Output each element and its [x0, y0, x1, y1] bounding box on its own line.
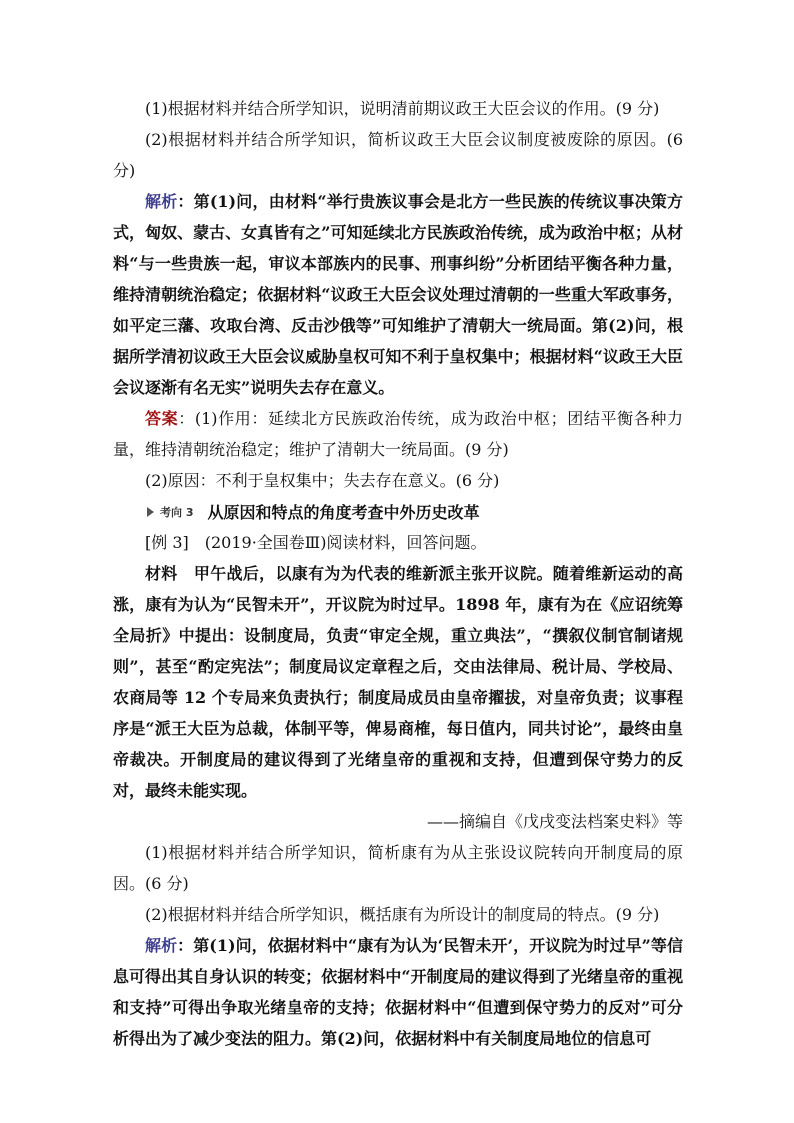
- question-1-1: (1)根据材料并结合所学知识，说明清前期议政王大臣会议的作用。(9 分): [145, 99, 660, 118]
- material-source: ——摘编自《戊戌变法档案史料》等: [426, 812, 683, 831]
- kaoxiang-tag: 考向 3: [160, 505, 194, 519]
- question-1-2: (2)根据材料并结合所学知识，简析议政王大臣会议制度被废除的原因。(6 分): [113, 130, 683, 180]
- analysis-label-3: 解析: [145, 936, 178, 955]
- analysis-text-3: ：第(1)问，依据材料中“康有为认为‘民智未开’，开议院为时过早”等信息可得出其自身认识的转变；依据材料中“开制度局的建议得到了光绪皇帝的重视和支持”可得出争取光绪皇帝的支持；依据材料中“但遭到保守势力的反对”可分析得出为了减少变法的阻力。第(2)问，依据材料中有关制度局地位的信息可: [113, 936, 683, 1048]
- answer-label: 答案: [145, 409, 179, 428]
- document-body: [113, 93, 683, 1054]
- triangle-icon: [147, 507, 154, 517]
- analysis-paragraph-3: [113, 930, 683, 1054]
- question-3-2: (2)根据材料并结合所学知识，概括康有为所设计的制度局的特点。(9 分): [145, 905, 660, 924]
- question-3-1: (1)根据材料并结合所学知识，简析康有为从主张设议院转向开制度局的原因。(6 分): [113, 843, 683, 893]
- answer-paragraph-1: [113, 403, 683, 465]
- example-intro: [例 3] (2019·全国卷Ⅲ)阅读材料，回答问题。: [145, 533, 487, 552]
- analysis-label: 解析: [145, 192, 178, 211]
- analysis-paragraph-1: [113, 186, 683, 403]
- material-text: 材料 甲午战后，以康有为为代表的维新派主张开议院。随着维新运动的高涨，康有为认为“民智未开”，开议院为时过早。1898 年，康有为在《应诏统筹全局折》中提出：设制度局，负责“审定全规，重立典法”，“撰叙仪制官制诸规则”，甚至“酌定宪法”；制度局议定章程之后，交由法律局、税计局、学校局、农商局等 12 个专局来负责执行；制度局成员由皇帝擢拔，对皇帝负责；议事程序是“派王大臣为总裁，体制平等，俾易商榷，每日值内，同共讨论”，最终由皇帝裁决。开制度局的建议得到了光绪皇帝的重视和支持，但遭到保守势力的反对，最终未能实现。: [113, 564, 683, 800]
- answer-text-2: (2)原因：不利于皇权集中；失去存在意义。(6 分): [145, 471, 500, 490]
- analysis-text-1: ：第(1)问，由材料“举行贵族议事会是北方一些民族的传统议事决策方式，匈奴、蒙古、女真皆有之”可知延续北方民族政治传统，成为政治中枢；从材料“与一些贵族一起，审议本部族内的民事、刑事纠纷”分析团结平衡各种力量，维持清朝统治稳定；依据材料“议政王大臣会议处理过清朝的一些重大军政事务，如平定三藩、攻取台湾、反击沙俄等”可知维护了清朝大一统局面。第(2)问，根据所学清初议政王大臣会议威胁皇权可知不利于皇权集中；根据材料“议政王大臣会议逐渐有名无实”说明失去存在意义。: [113, 192, 683, 397]
- kaoxiang-heading: [113, 496, 683, 527]
- answer-text-1: ：(1)作用：延续北方民族政治传统，成为政治中枢；团结平衡各种力量，维持清朝统治稳定；维护了清朝大一统局面。(9 分): [113, 409, 683, 459]
- kaoxiang-title: 从原因和特点的角度考查中外历史改革: [207, 503, 480, 522]
